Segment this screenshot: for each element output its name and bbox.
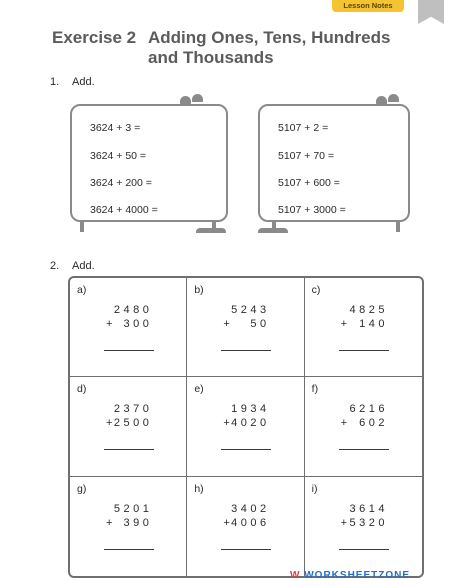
problem-top-number: 4825 <box>349 304 388 316</box>
answer-line[interactable] <box>339 350 389 351</box>
sign-a-problem-2: 3624 + 50 = <box>90 150 147 162</box>
problem-label: i) <box>311 482 318 495</box>
problem-cell-f <box>305 377 422 476</box>
problem-label: c) <box>311 284 321 296</box>
sign-a-problem-1: 3624 + 3 = <box>90 122 141 134</box>
grass-icon <box>258 228 288 233</box>
answer-line[interactable] <box>339 449 389 450</box>
worksheetzone-watermark <box>290 570 410 581</box>
problem-label: h) <box>194 482 204 495</box>
problem-cell-c <box>305 278 422 377</box>
plus-sign: + <box>340 516 348 529</box>
problem-top-number: 5243 <box>231 304 270 316</box>
problem-label: f) <box>311 383 319 396</box>
bush-icon <box>180 96 191 104</box>
watermark-logo-letter: W <box>290 570 301 581</box>
question-1-number: 1. <box>50 76 60 88</box>
question-2-instruction: Add. <box>72 260 95 272</box>
plus-sign: + <box>223 516 230 529</box>
answer-line[interactable] <box>104 350 154 351</box>
plus-sign: + <box>106 318 113 330</box>
problem-bottom-number: 140 <box>359 318 388 330</box>
watermark-text: WORKSHEETZONE <box>304 570 411 581</box>
answer-line[interactable] <box>221 350 271 351</box>
problem-bottom-number: 602 <box>359 417 388 430</box>
problem-top-number: 3402 <box>231 502 270 515</box>
sign-b-problem-4: 5107 + 3000 = <box>278 204 346 216</box>
problem-top-number: 2480 <box>113 304 153 316</box>
bush-icon <box>376 96 387 104</box>
plus-sign: + <box>223 318 230 330</box>
plus-sign: + <box>340 417 348 430</box>
sign-a-problem-4: 3624 + 4000 = <box>90 204 158 216</box>
problem-top-number: 6216 <box>349 403 388 416</box>
problem-top-number: 3614 <box>349 502 388 515</box>
problem-label: b) <box>194 284 204 296</box>
problem-label: d) <box>77 383 87 396</box>
question-1-instruction: Add. <box>72 76 95 88</box>
answer-line[interactable] <box>104 549 154 550</box>
problem-bottom-number: 5320 <box>349 516 388 529</box>
problem-bottom-number: 50 <box>250 318 270 330</box>
problem-bottom-number: 4020 <box>231 417 270 430</box>
problem-label: e) <box>194 383 204 396</box>
problem-label: g) <box>77 482 87 495</box>
problem-cell-d <box>70 377 187 476</box>
sign-b-problem-2: 5107 + 70 = <box>278 150 335 162</box>
answer-line[interactable] <box>339 549 389 550</box>
answer-line[interactable] <box>221 549 271 550</box>
bush-icon <box>388 94 399 102</box>
plus-sign: + <box>223 417 230 430</box>
problem-label: a) <box>77 284 87 296</box>
plus-sign: + <box>106 417 113 430</box>
sign-post-left <box>80 221 84 232</box>
sign-b-problem-3: 5107 + 600 = <box>278 177 340 189</box>
problem-bottom-number: 390 <box>123 516 153 529</box>
problem-cell-h <box>187 477 304 576</box>
exercise-title-line-1: Adding Ones, Tens, Hundreds <box>148 28 391 47</box>
bookmark-icon <box>418 0 444 24</box>
sign-b-problem-1: 5107 + 2 = <box>278 122 329 134</box>
answer-line[interactable] <box>104 449 154 450</box>
addition-problem-grid <box>68 276 424 578</box>
problem-cell-i <box>305 477 422 576</box>
problem-top-number: 2370 <box>113 403 153 416</box>
exercise-title-line-2: and Thousands <box>148 48 274 67</box>
problem-cell-b <box>187 278 304 377</box>
sign-a-problem-3: 3624 + 200 = <box>90 177 152 189</box>
exercise-number: Exercise 2 <box>52 28 137 47</box>
problem-bottom-number: 300 <box>123 318 153 330</box>
question-2-number: 2. <box>50 260 60 272</box>
problem-cell-a <box>70 278 187 377</box>
plus-sign: + <box>106 516 113 529</box>
problem-bottom-number: 4006 <box>231 516 270 529</box>
sign-post-right <box>396 221 400 232</box>
problem-cell-g <box>70 477 187 576</box>
answer-line[interactable] <box>221 449 271 450</box>
problem-top-number: 1934 <box>231 403 270 416</box>
sign-board-b <box>258 104 410 222</box>
sign-board-a <box>70 104 228 222</box>
bush-icon <box>192 94 203 102</box>
plus-sign: + <box>340 318 348 330</box>
problem-top-number: 5201 <box>113 502 153 515</box>
problem-cell-e <box>187 377 304 476</box>
lesson-notes-tab[interactable]: Lesson Notes <box>332 0 404 12</box>
problem-bottom-number: 2500 <box>113 417 153 430</box>
grass-icon <box>196 228 226 233</box>
